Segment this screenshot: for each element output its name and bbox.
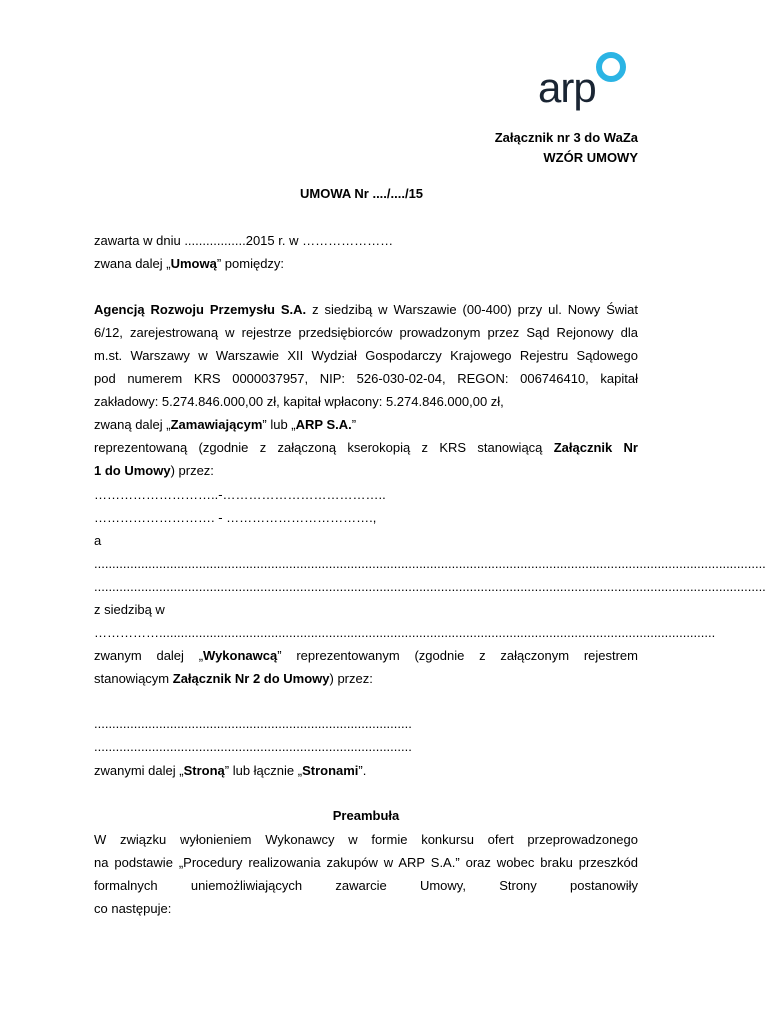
- party2-seat-label: z siedzibą w: [94, 602, 165, 617]
- party1-representative-2: ………………………. - …………………………….,: [94, 510, 377, 525]
- term-umowa: Umową: [170, 256, 217, 271]
- party1-repr-line-1: reprezentowaną (zgodnie z załączoną kserokopią z KRS stanowiącą Załącznik Nr: [94, 440, 638, 455]
- arp-logo: [538, 52, 630, 114]
- party2-representative-2: ........................................................................................: [94, 739, 412, 754]
- preamble-line-4: co następuje:: [94, 901, 172, 916]
- preamble-line-2: na podstawie „Procedury realizowania zakupów w ARP S.A.” oraz wobec braku przeszkód: [94, 855, 638, 870]
- intro-called-line: zwana dalej „Umową” pomiędzy:: [94, 256, 285, 271]
- preamble-line-3: formalnych uniemożliwiających zawarcie Umowy, Strony postanowiły: [94, 878, 638, 893]
- party1-line-3: m.st. Warszawy w Warszawie XII Wydział Gospodarczy Krajowego Rejestru Sądowego: [94, 348, 638, 363]
- party2-called-line: zwanym dalej „Wykonawcą” reprezentowanym (zgodnie z załączonym rejestrem: [94, 648, 638, 663]
- attachment-label: Załącznik nr 3 do WaZa: [494, 130, 638, 145]
- party1-representative-1: ………………………..-………………………………..: [94, 487, 386, 502]
- arp-logo-ring-icon: [596, 52, 626, 82]
- arp-logo-text: arp: [538, 64, 596, 111]
- party2-attachment-line: stanowiącym Załącznik Nr 2 do Umowy) przez:: [94, 671, 373, 686]
- party2-name-dots-1: ..........................................................................................................................................................................................: [94, 556, 766, 571]
- parties-together-line: zwanymi dalej „Stroną” lub łącznie „Stronami”.: [94, 763, 367, 778]
- party2-representative-1: ........................................................................................: [94, 716, 412, 731]
- contract-title: UMOWA Nr ..../..../15: [300, 186, 424, 201]
- preamble-heading: Preambuła: [332, 808, 400, 823]
- term-wykonawca: Wykonawcą: [203, 648, 278, 663]
- preamble-line-1: W związku wyłonieniem Wykonawcy w formie konkursu ofert przeprowadzonego: [94, 832, 638, 847]
- party1-name: Agencją Rozwoju Przemysłu S.A.: [94, 302, 307, 317]
- party1-called-line: zwaną dalej „Zamawiającym” lub „ARP S.A.”: [94, 417, 357, 432]
- party1-line-2: 6/12, zarejestrowaną w rejestrze przedsiębiorców prowadzonym przez Sąd Rejonowy dla: [94, 325, 638, 340]
- conjunction-a: a: [94, 533, 102, 548]
- party1-line-1: Agencją Rozwoju Przemysłu S.A. z siedzibą w Warszawie (00-400) przy ul. Nowy Świat: [94, 302, 638, 317]
- party2-name-dots-2: ..........................................................................................................................................................................................: [94, 579, 766, 594]
- template-label: WZÓR UMOWY: [543, 150, 638, 165]
- party1-line-4: pod numerem KRS 0000037957, NIP: 526-030-02-04, REGON: 006746410, kapitał: [94, 371, 638, 386]
- intro-date-line: zawarta w dniu .................2015 r. w …………………: [94, 233, 394, 248]
- party1-repr-line-2: 1 do Umowy) przez:: [94, 463, 214, 478]
- party1-capital-line: zakładowy: 5.274.846.000,00 zł, kapitał wpłacony: 5.274.846.000,00 zł,: [94, 394, 504, 409]
- party2-seat-dots: ……………..........................................................................................................................................................: [94, 625, 716, 640]
